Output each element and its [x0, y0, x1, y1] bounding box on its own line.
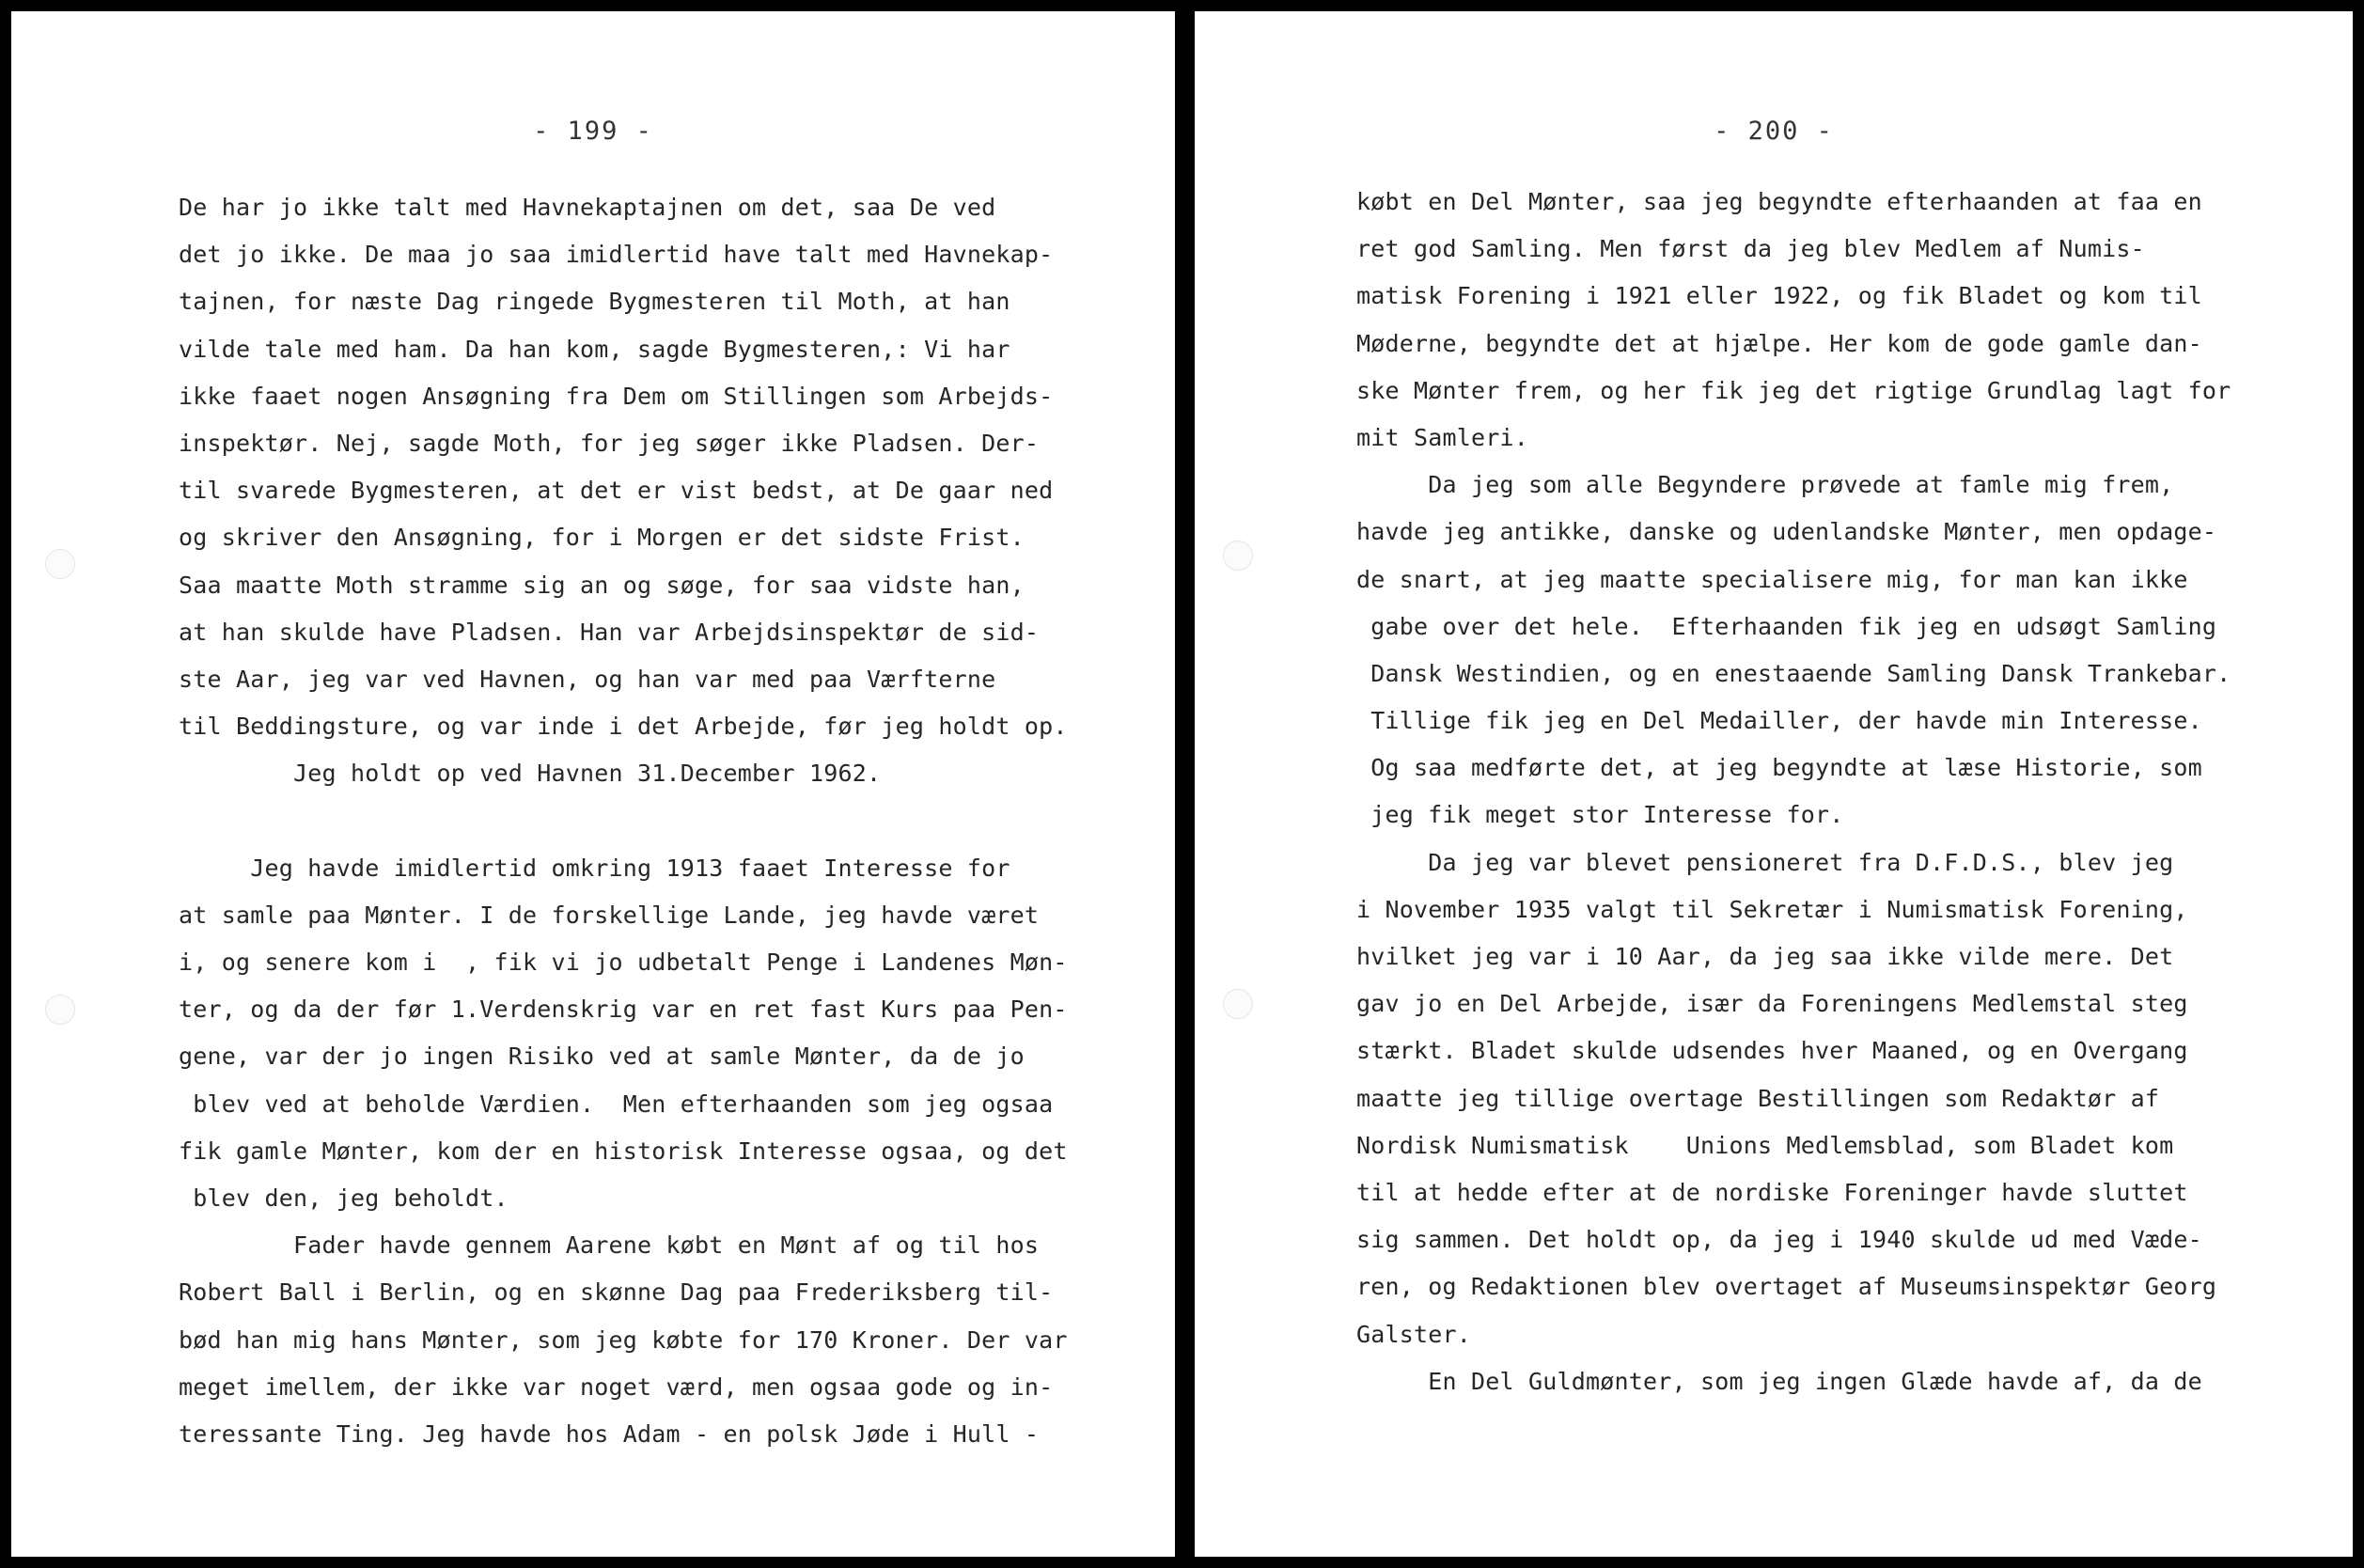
text-line: tajnen, for næste Dag ringede Bygmesteren til Moth, at han — [179, 288, 1010, 316]
text-line: købt en Del Mønter, saa jeg begyndte efterhaanden at faa en — [1356, 188, 2202, 215]
text-line: i, og senere kom i , fik vi jo udbetalt Penge i Landenes Møn- — [179, 949, 1068, 976]
right-page — [1195, 11, 2353, 1557]
text-line: til Beddingsture, og var inde i det Arbejde, før jeg holdt op. — [179, 713, 1068, 741]
text-line: vilde tale med ham. Da han kom, sagde Bygmesteren,: Vi har — [179, 335, 1010, 363]
punch-hole-mark — [45, 549, 75, 579]
left-page — [11, 11, 1175, 1557]
text-line: ret god Samling. Men først da jeg blev Medlem af Numis- — [1356, 235, 2145, 263]
page-number: - 200 - — [1714, 117, 1834, 146]
punch-hole-mark — [1223, 989, 1253, 1019]
text-line: mit Samleri. — [1356, 423, 1529, 451]
text-line: Tillige fik jeg en Del Medailler, der havde min Interesse. — [1356, 707, 2202, 735]
text-line: fik gamle Mønter, kom der en historisk Interesse ogsaa, og det — [179, 1137, 1068, 1165]
text-line: og skriver den Ansøgning, for i Morgen er det sidste Frist. — [179, 524, 1025, 552]
text-line: de snart, at jeg maatte specialisere mig, for man kan ikke — [1356, 565, 2188, 593]
text-line: Da jeg var blevet pensioneret fra D.F.D.S., blev jeg — [1356, 848, 2174, 876]
text-line: Saa maatte Moth stramme sig an og søge, for saa vidste han, — [179, 571, 1025, 599]
page-body-text — [179, 184, 1068, 1458]
page-body-text — [1356, 179, 2231, 1405]
text-line: matisk Forening i 1921 eller 1922, og fik Bladet og kom til — [1356, 282, 2202, 310]
text-line: Møderne, begyndte det at hjælpe. Her kom de gode gamle dan- — [1356, 329, 2202, 357]
text-line: ikke faaet nogen Ansøgning fra Dem om Stillingen som Arbejds- — [179, 382, 1054, 410]
text-line: Og saa medførte det, at jeg begyndte at læse Historie, som — [1356, 754, 2202, 782]
text-line: En Del Guldmønter, som jeg ingen Glæde havde af, da de — [1356, 1367, 2202, 1395]
text-line: ren, og Redaktionen blev overtaget af Museumsinspektør Georg — [1356, 1273, 2217, 1301]
text-line: ste Aar, jeg var ved Havnen, og han var med paa Værfterne — [179, 665, 996, 693]
text-line: til svarede Bygmesteren, at det er vist bedst, at De gaar ned — [179, 477, 1054, 505]
text-line: hvilket jeg var i 10 Aar, da jeg saa ikke vilde mere. Det — [1356, 943, 2174, 970]
text-line: blev ved at beholde Værdien. Men efterhaanden som jeg ogsaa — [179, 1090, 1054, 1118]
punch-hole-mark — [1223, 541, 1253, 571]
text-line: Fader havde gennem Aarene købt en Mønt af og til hos — [179, 1231, 1040, 1260]
text-line: teressante Ting. Jeg havde hos Adam - en polsk Jøde i Hull - — [179, 1419, 1040, 1448]
text-line: Jeg holdt op ved Havnen 31.December 1962. — [179, 760, 882, 788]
text-line: Dansk Westindien, og en enestaaende Samling Dansk Trankebar. — [1356, 659, 2231, 687]
text-line: De har jo ikke talt med Havnekaptajnen om det, saa De ved — [179, 194, 996, 221]
text-line: Nordisk Numismatisk Unions Medlemsblad, som Bladet kom — [1356, 1131, 2174, 1159]
text-line: meget imellem, der ikke var noget værd, men ogsaa gode og in- — [179, 1372, 1054, 1401]
punch-hole-mark — [45, 995, 75, 1025]
text-line: Jeg havde imidlertid omkring 1913 faaet Interesse for — [179, 854, 1010, 882]
text-line: gene, var der jo ingen Risiko ved at samle Mønter, da de jo — [179, 1043, 1025, 1071]
text-line: gav jo en Del Arbejde, især da Foreningens Medlemstal steg — [1356, 990, 2188, 1018]
text-line: maatte jeg tillige overtage Bestillingen som Redaktør af — [1356, 1084, 2160, 1112]
text-line: blev den, jeg beholdt. — [179, 1184, 509, 1212]
text-line: at han skulde have Pladsen. Han var Arbejdsinspektør de sid- — [179, 618, 1040, 646]
text-line: at samle paa Mønter. I de forskellige Lande, jeg havde været — [179, 901, 1040, 929]
text-line: til at hedde efter at de nordiske Foreninger havde sluttet — [1356, 1178, 2188, 1206]
text-line: Robert Ball i Berlin, og en skønne Dag paa Frederiksberg til- — [179, 1278, 1054, 1307]
text-line: stærkt. Bladet skulde udsendes hver Maaned, og en Overgang — [1356, 1037, 2188, 1065]
text-line: bød han mig hans Mønter, som jeg købte for 170 Kroner. Der var — [179, 1325, 1068, 1354]
text-line: sig sammen. Det holdt op, da jeg i 1940 skulde ud med Væde- — [1356, 1226, 2202, 1254]
text-line: Da jeg som alle Begyndere prøvede at famle mig frem, — [1356, 471, 2174, 499]
text-line: inspektør. Nej, sagde Moth, for jeg søger ikke Pladsen. Der- — [179, 429, 1040, 457]
page-number: - 199 - — [533, 117, 653, 146]
text-line: Galster. — [1356, 1320, 1472, 1348]
text-line — [179, 797, 1068, 844]
text-line: ske Mønter frem, og her fik jeg det rigtige Grundlag lagt for — [1356, 376, 2231, 404]
text-line: det jo ikke. De maa jo saa imidlertid have talt med Havnekap- — [179, 241, 1054, 269]
text-line: gabe over det hele. Efterhaanden fik jeg en udsøgt Samling — [1356, 612, 2217, 640]
text-line: i November 1935 valgt til Sekretær i Numismatisk Forening, — [1356, 895, 2188, 923]
text-line: havde jeg antikke, danske og udenlandske Mønter, men opdage- — [1356, 518, 2217, 546]
text-line: ter, og da der før 1.Verdenskrig var en ret fast Kurs paa Pen- — [179, 996, 1068, 1024]
text-line: jeg fik meget stor Interesse for. — [1356, 801, 1844, 829]
